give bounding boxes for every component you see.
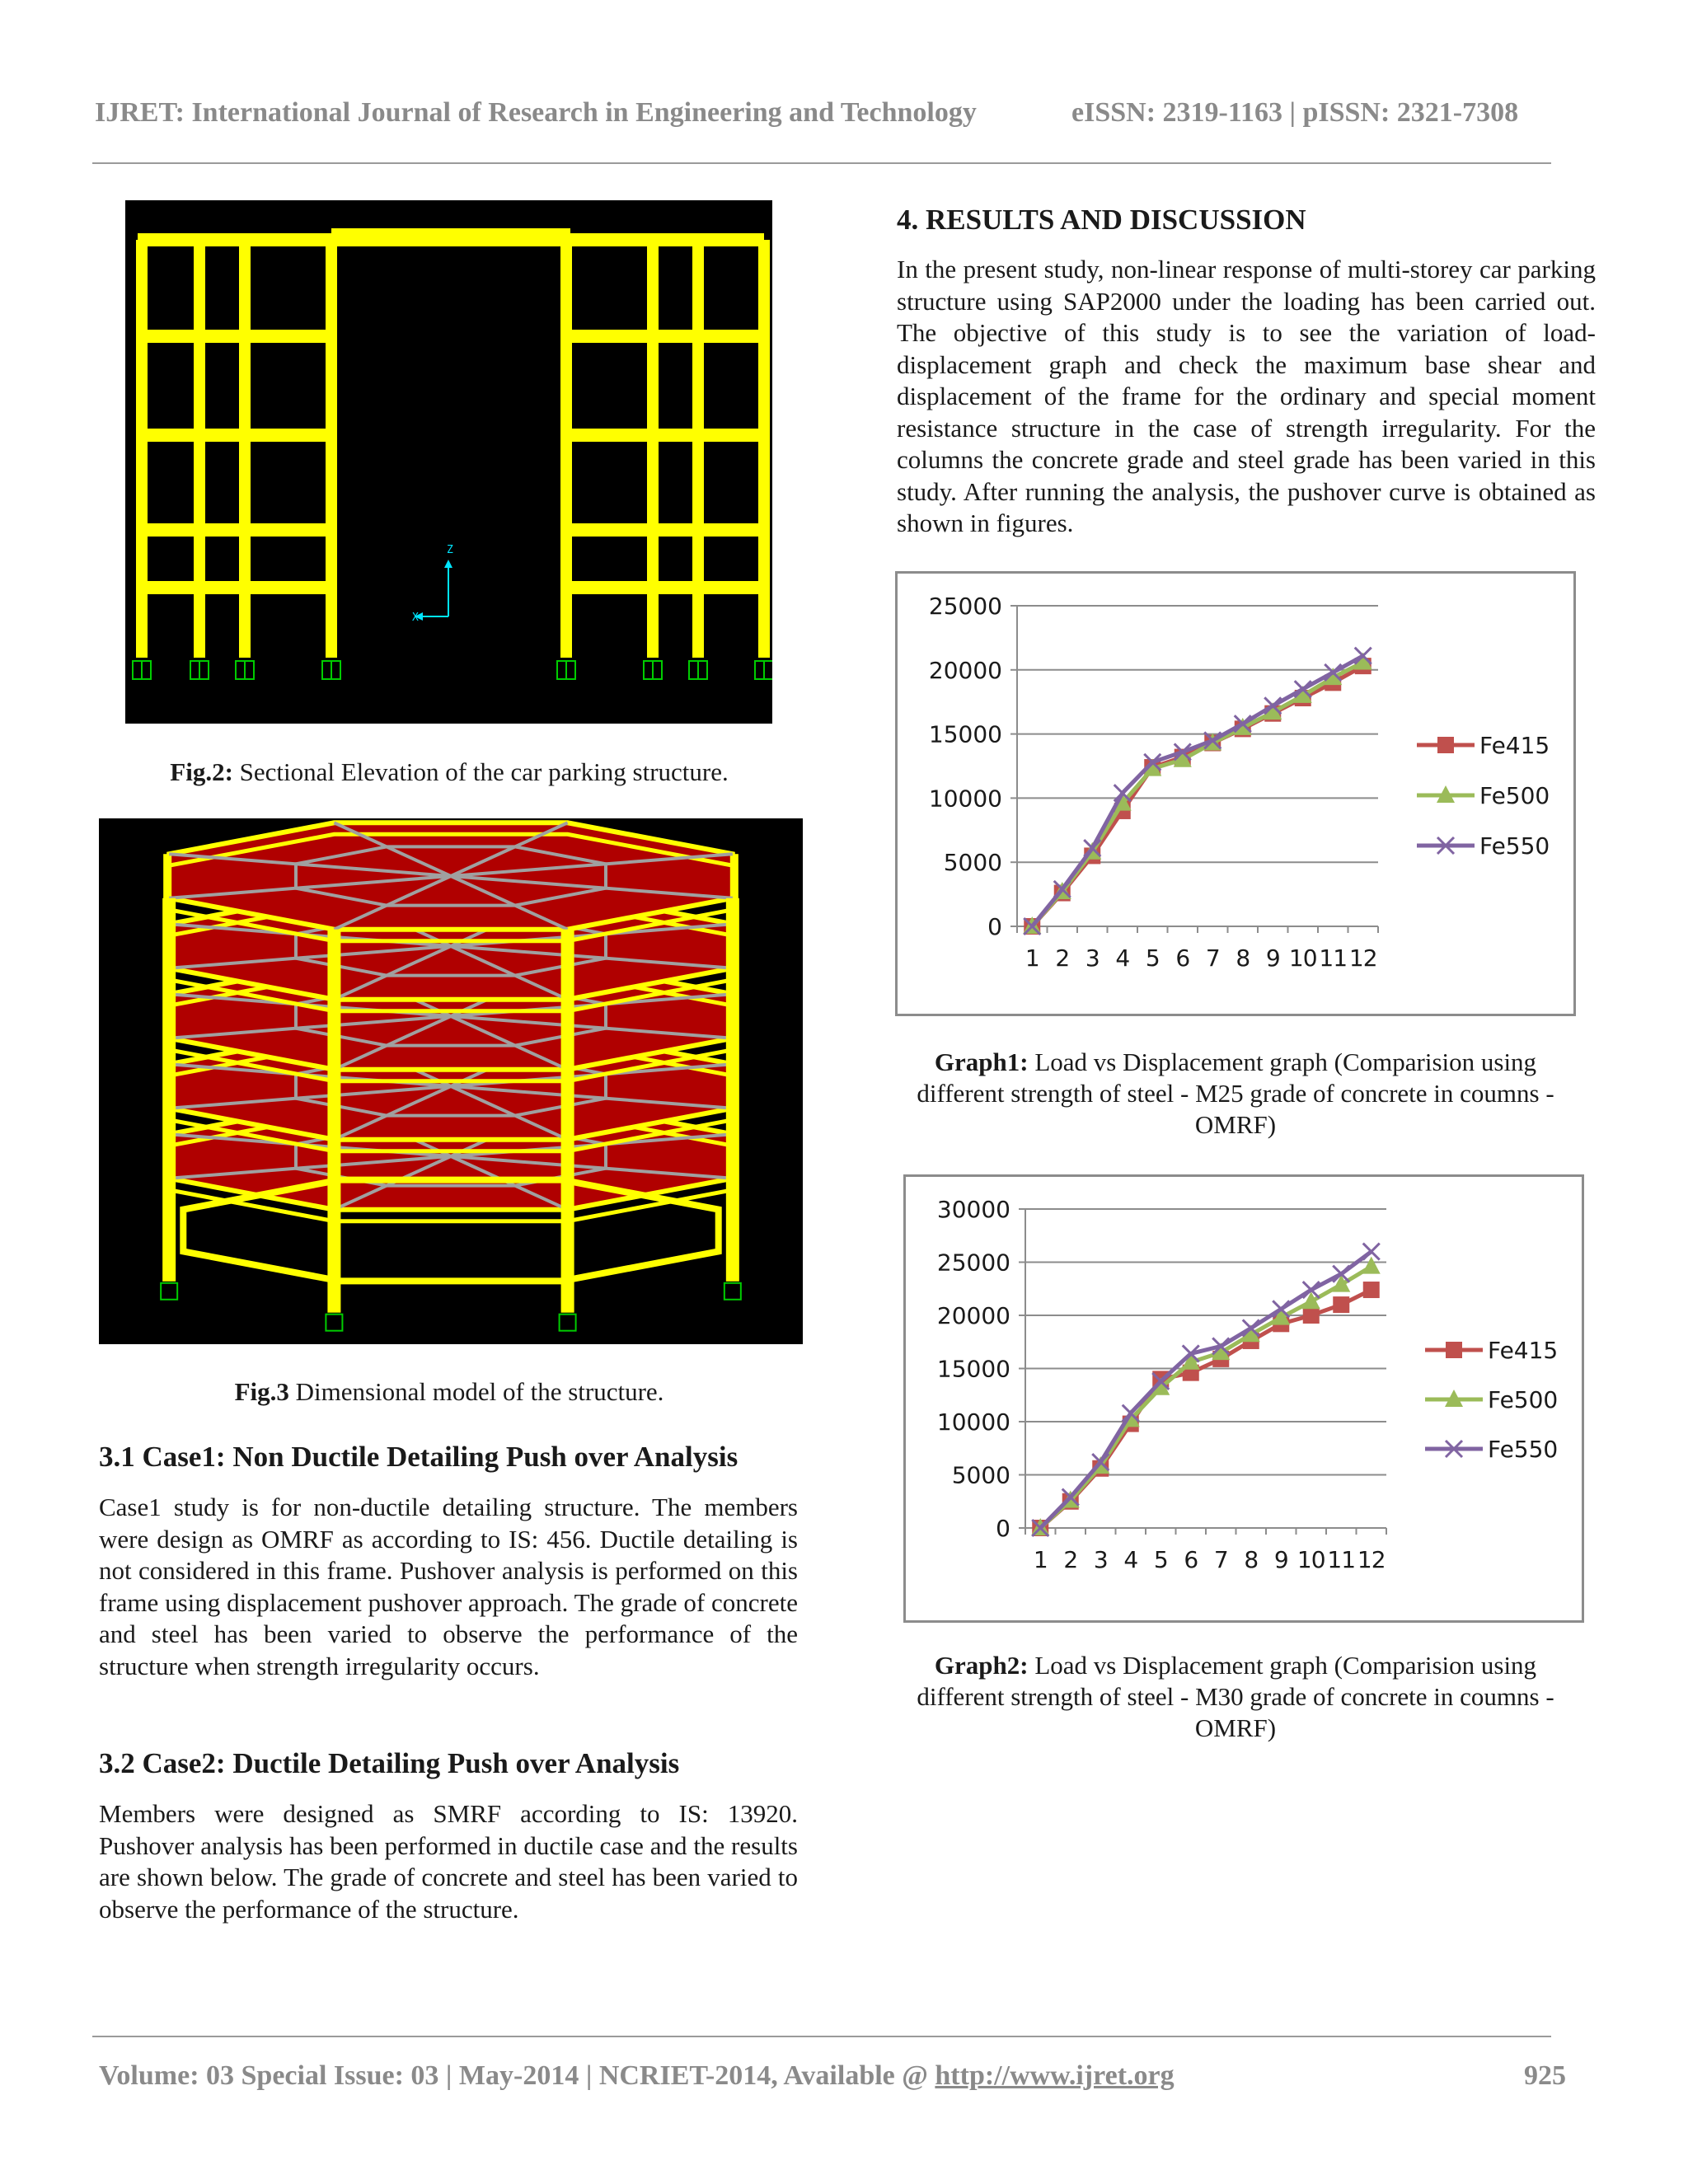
roof-beam (138, 233, 764, 246)
floor-beam (136, 581, 337, 594)
y-tick-label: 5000 (951, 1461, 1010, 1489)
section-4-title: 4. RESULTS AND DISCUSSION (897, 204, 1306, 236)
floor-beam (136, 330, 337, 343)
column (561, 930, 574, 1313)
journal-title: IJRET: International Journal of Research in Engineering and Technology (95, 97, 977, 128)
x-tick-label: 8 (1236, 944, 1250, 972)
fig3-caption-text: Dimensional model of the structure. (288, 1377, 664, 1406)
x-tick-label: 4 (1123, 1546, 1138, 1573)
graph1-series-Fe500-line (1032, 663, 1363, 927)
y-tick-label: 0 (987, 913, 1002, 940)
y-tick-label: 5000 (943, 849, 1002, 877)
y-tick-label: 20000 (928, 656, 1002, 684)
running-footer (99, 2060, 1566, 2092)
section-3-2-title: 3.2 Case2: Ductile Detailing Push over Analysis (99, 1747, 680, 1779)
column (560, 240, 572, 658)
fig3-caption (99, 1376, 799, 1408)
graph2-series-Fe415-point (1303, 1307, 1320, 1324)
column (136, 240, 148, 658)
support-icon (326, 1315, 342, 1331)
footer-text: Volume: 03 Special Issue: 03 | May-2014 | NCRIET-2014, Available @ (99, 2060, 935, 2091)
graph1-caption (895, 1047, 1576, 1141)
y-tick-label: 15000 (928, 720, 1002, 748)
graph1-caption-label: Graph1: (934, 1047, 1029, 1076)
x-tick-label: 2 (1063, 1546, 1078, 1573)
graph2-chart (903, 1174, 1584, 1623)
graph2-caption-label: Graph2: (934, 1651, 1029, 1680)
section-3-2-body: Members were designed as SMRF according to IS: 13920. Pushover analysis has been performed in ductile case and the results are shown below. The grade of concrete and steel has been varied to observe the performance of the structure. (99, 1799, 798, 1924)
legend-label: Fe550 (1488, 1436, 1559, 1463)
legend-label: Fe500 (1479, 782, 1550, 809)
x-tick-label: 5 (1145, 944, 1160, 972)
x-tick-label: 3 (1093, 1546, 1108, 1573)
floor-beam (136, 523, 337, 537)
section-3-1-body: Case1 study is for non-ductile detailing structure. The members were design as OMRF as according to IS: 456. Ductile detailing is not considered in this frame. Pushover analysis is performed on this frame using displacement pushover approach. The grade of concrete and steel has been varied to observe the performance of the structure when strength irregularity occurs. (99, 1493, 798, 1680)
x-tick-label: 11 (1327, 1546, 1356, 1573)
fig3-model-image (99, 818, 803, 1344)
floor-beam (136, 429, 337, 442)
graph2-series-Fe500-line (1040, 1267, 1372, 1528)
y-tick-label: 20000 (936, 1302, 1010, 1329)
fig2-elevation-image (125, 200, 772, 724)
floor-beam (560, 523, 770, 537)
x-tick-label: 11 (1319, 944, 1348, 972)
header-rule (92, 162, 1551, 164)
graph2-caption (895, 1650, 1576, 1744)
fig2-supports (133, 661, 772, 679)
footer-link[interactable]: http://www.ijret.org (935, 2060, 1175, 2091)
column (758, 240, 770, 658)
footer-rule (92, 2036, 1551, 2037)
fig2-caption-label: Fig.2: (170, 757, 233, 786)
graph1-svg (898, 574, 1573, 1014)
graph1-caption-text: Load vs Displacement graph (Comparision using different strength of steel - M25 grade of concrete in coumns - OMRF) (917, 1047, 1554, 1139)
fig3-caption-label: Fig.3 (234, 1377, 289, 1406)
fig2-axis-x-label: X (412, 612, 419, 624)
graph1-series-Fe550-line (1032, 656, 1363, 926)
y-tick-label: 25000 (928, 593, 1002, 620)
support-icon (161, 1283, 177, 1300)
graph1-series-Fe415-line (1032, 666, 1363, 926)
roof-parapet (331, 228, 570, 235)
fig2-frame (136, 228, 770, 658)
section-3-1-title: 3.1 Case1: Non Ductile Detailing Push over Analysis (99, 1441, 738, 1473)
fig3-drawing (99, 818, 803, 1344)
column (194, 240, 205, 658)
x-tick-label: 2 (1055, 944, 1070, 972)
support-icon (560, 1315, 576, 1331)
x-tick-label: 9 (1273, 1546, 1288, 1573)
x-tick-label: 6 (1184, 1546, 1198, 1573)
x-tick-label: 10 (1288, 944, 1317, 972)
x-tick-label: 7 (1213, 1546, 1228, 1573)
x-tick-label: 9 (1265, 944, 1280, 972)
fig2-axis-z-label: Z (447, 544, 453, 556)
graph2-svg (906, 1177, 1582, 1620)
graph1-chart (895, 571, 1576, 1016)
x-tick-label: 12 (1348, 944, 1377, 972)
x-tick-label: 1 (1025, 944, 1039, 972)
column (326, 240, 337, 658)
column (327, 930, 340, 1313)
x-tick-label: 10 (1296, 1546, 1325, 1573)
issn: eISSN: 2319-1163 | pISSN: 2321-7308 (1071, 97, 1519, 128)
graph2-caption-text: Load vs Displacement graph (Comparision using different strength of steel - M30 grade of concrete in coumns - OMRF) (917, 1651, 1554, 1742)
legend-label: Fe500 (1488, 1386, 1559, 1413)
legend-label: Fe415 (1488, 1337, 1559, 1364)
floor-beam (560, 429, 770, 442)
section-4-body: In the present study, non-linear response of multi-storey car parking structure using SAP2000 under the loading has been carried out. The objective of this study is to see the variation of load- displacement graph and check the maximum base shear and displacement of the frame for the ordinary and special moment resistance structure in the case of strength irregularity. For the columns the concrete grade and steel grade has been varied in this study. After running the analysis, the pushover curve is obtained as shown in figures. (897, 255, 1596, 537)
column (692, 240, 704, 658)
x-tick-label: 6 (1175, 944, 1190, 972)
column (239, 240, 251, 658)
legend-label: Fe550 (1479, 832, 1550, 860)
y-tick-label: 10000 (928, 785, 1002, 813)
fig2-caption (99, 757, 799, 788)
legend-swatch-marker (1446, 1342, 1462, 1358)
fig3-structure (161, 823, 741, 1330)
legend-label: Fe415 (1479, 732, 1550, 759)
legend-swatch-marker (1437, 737, 1454, 753)
floor-beam (560, 330, 770, 343)
x-tick-label: 12 (1357, 1546, 1386, 1573)
graph2-series-Fe415-point (1333, 1296, 1349, 1313)
x-tick-label: 8 (1244, 1546, 1259, 1573)
fig2-caption-text: Sectional Elevation of the car parking structure. (232, 757, 729, 786)
floor-beam (560, 581, 770, 594)
support-icon (724, 1283, 741, 1300)
x-tick-label: 4 (1115, 944, 1130, 972)
x-tick-label: 7 (1205, 944, 1220, 972)
y-tick-label: 25000 (936, 1249, 1010, 1277)
graph2-series-Fe415-point (1363, 1282, 1380, 1298)
fig2-drawing (125, 200, 772, 724)
y-tick-label: 10000 (936, 1408, 1010, 1436)
column (162, 898, 176, 1282)
page-number: 925 (1524, 2060, 1566, 2091)
x-tick-label: 1 (1033, 1546, 1048, 1573)
x-tick-label: 5 (1153, 1546, 1168, 1573)
column (726, 898, 739, 1282)
fig2-axis-z-arrow (444, 560, 452, 568)
graph2-series-Fe415-line (1040, 1290, 1372, 1528)
graph2-series-Fe550-line (1040, 1252, 1372, 1528)
y-tick-label: 30000 (936, 1196, 1010, 1223)
y-tick-label: 15000 (936, 1355, 1010, 1383)
column (647, 240, 659, 658)
x-tick-label: 3 (1085, 944, 1100, 972)
y-tick-label: 0 (996, 1515, 1010, 1542)
running-header (95, 97, 1545, 129)
